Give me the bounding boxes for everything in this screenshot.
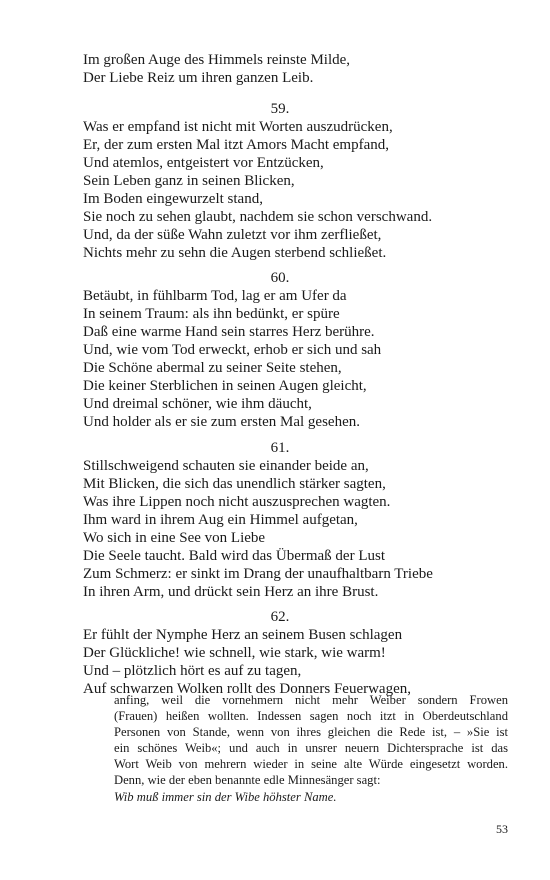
verse-line: Zum Schmerz: er sinkt im Drang der unaufhaltbarn Triebe	[83, 566, 433, 582]
verse-line: Der Liebe Reiz um ihren ganzen Leib.	[83, 70, 314, 86]
verse-line: Und atemlos, entgeistert vor Entzücken,	[83, 155, 324, 171]
verse-line: Die Seele taucht. Bald wird das Übermaß der Lust	[83, 548, 385, 564]
verse-line: Und – plötzlich hört es auf zu tagen,	[83, 663, 302, 679]
verse-line: Und, wie vom Tod erweckt, erhob er sich und sah	[83, 342, 382, 358]
footnote-line: Wort Weib von mehrern wieder in seine alte Würde eingesetzt worden.	[114, 757, 508, 772]
stanza-number: 62.	[270, 609, 290, 625]
stanza-number: 61.	[270, 440, 290, 456]
verse-line: Was ihre Lippen noch nicht auszusprechen wagten.	[83, 494, 391, 510]
footnote-line: ein schönes Weib«; und auch in unsrer neuern Dichtersprache ist das	[114, 741, 508, 756]
verse-line: Auf schwarzen Wolken rollt des Donners Feuerwagen,	[83, 681, 412, 697]
verse-line: Die Schöne abermal zu seiner Seite stehen,	[83, 360, 342, 376]
verse-line: Stillschweigend schauten sie einander beide an,	[83, 458, 369, 474]
verse-line: In ihren Arm, und drückt sein Herz an ihre Brust.	[83, 584, 379, 600]
verse-line: Im großen Auge des Himmels reinste Milde,	[83, 52, 351, 68]
verse-line: Die keiner Sterblichen in seinen Augen gleicht,	[83, 378, 367, 394]
verse-line: Betäubt, in fühlbarm Tod, lag er am Ufer da	[83, 288, 347, 304]
verse-line: Daß eine warme Hand sein starres Herz berühre.	[83, 324, 375, 340]
verse-line: Sein Leben ganz in seinen Blicken,	[83, 173, 295, 189]
stanza-number: 59.	[270, 101, 290, 117]
stanza-number: 60.	[270, 270, 290, 286]
verse-line: Er fühlt der Nymphe Herz an seinem Busen schlagen	[83, 627, 403, 643]
footnote-quote: Wib muß immer sin der Wibe höhster Name.	[114, 789, 337, 804]
verse-line: Und, da der süße Wahn zuletzt vor ihm zerfließet,	[83, 227, 382, 243]
footnote-line: anfing, weil die vornehmern nicht mehr Weiber sondern Frowen	[114, 693, 508, 707]
footnote-line: Personen von Stande, wenn von ihres gleichen die Rede ist, – »Sie ist	[114, 725, 508, 740]
verse-line: In seinem Traum: als ihn bedünkt, er spüre	[83, 306, 340, 322]
verse-line: Sie noch zu sehen glaubt, nachdem sie schon verschwand.	[83, 209, 433, 225]
footnote-line: Denn, wie der eben benannte edle Minnesänger sagt:	[114, 773, 381, 788]
verse-line: Er, der zum ersten Mal itzt Amors Macht empfand,	[83, 137, 389, 153]
footnote-line: (Frauen) heißen wollten. Indessen sagen noch itzt in Oberdeutschland	[114, 709, 508, 724]
verse-line: Was er empfand ist nicht mit Worten auszudrücken,	[83, 119, 393, 135]
verse-line: Wo sich in eine See von Liebe	[83, 530, 266, 546]
page-number: 53	[496, 822, 508, 836]
verse-line: Und holder als er sie zum ersten Mal gesehen.	[83, 414, 360, 430]
verse-line: Der Glückliche! wie schnell, wie stark, wie warm!	[83, 645, 386, 661]
verse-line: Mit Blicken, die sich das unendlich stärker sagten,	[83, 476, 386, 492]
verse-line: Ihm ward in ihrem Aug ein Himmel aufgetan,	[83, 512, 358, 528]
verse-line: Nichts mehr zu sehn die Augen sterbend schließet.	[83, 245, 387, 261]
verse-line: Und dreimal schöner, wie ihm däucht,	[83, 396, 312, 412]
footnote	[114, 692, 508, 805]
verse-line: Im Boden eingewurzelt stand,	[83, 191, 263, 207]
